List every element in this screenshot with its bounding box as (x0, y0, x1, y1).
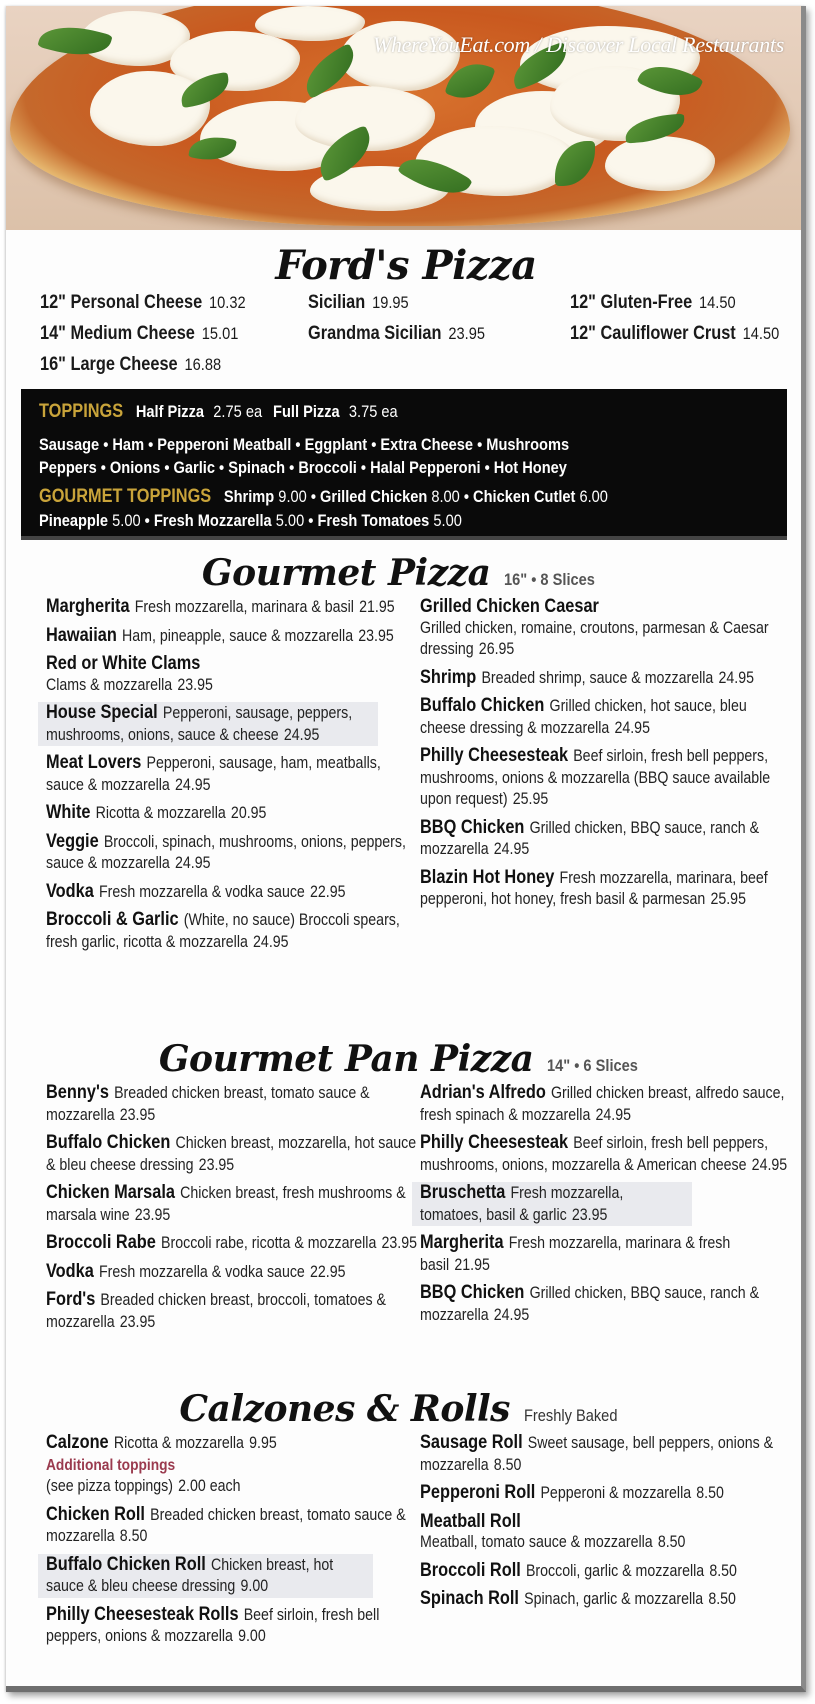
watermark-text: WhereYouEat.com / Discover Local Restaurants (372, 32, 784, 57)
menu-item-highlighted: Buffalo Chicken Roll Chicken breast, hot sauce & bleu cheese dressing 9.00 (38, 1554, 373, 1598)
gourmet-toppings-line-1: GOURMET TOPPINGS Shrimp 9.00 • Grilled Chicken 8.00 • Chicken Cutlet 6.00 (39, 486, 608, 507)
calzones-left-column (42, 1432, 422, 1654)
section-subtitle: 16" • 8 Slices (504, 570, 596, 589)
section-title: Gourmet Pizza (201, 552, 491, 594)
menu-item: Philly Cheesesteak Beef sirloin, fresh bell peppers, mushrooms, onions, mozzarella & American cheese 24.95 (420, 1132, 788, 1174)
calzones-right-column (416, 1432, 796, 1617)
menu-item: Margherita Fresh mozzarella, marinara & basil 21.95 (46, 596, 395, 617)
menu-item: Calzone Ricotta & mozzarella 9.95 Additional toppings (see pizza toppings) 2.00 each (42, 1432, 422, 1498)
section-header-pan-pizza (6, 1038, 806, 1080)
base-item: 12" Personal Cheese 10.32 (40, 292, 246, 313)
pan-pizza-right-column (416, 1082, 796, 1332)
menu-item: BBQ Chicken Grilled chicken, BBQ sauce, ranch & mozzarella 24.95 (420, 1282, 760, 1324)
section-title: Calzones & Rolls (179, 1388, 510, 1430)
menu-item: Veggie Broccoli, spinach, mushrooms, onions, peppers, sauce & mozzarella 24.95 (46, 830, 406, 872)
section-header-calzones-rolls (6, 1388, 806, 1430)
menu-item: Margherita Fresh mozzarella, marinara & fresh basil 21.95 (420, 1232, 731, 1274)
menu-item-highlighted: Bruschetta Fresh mozzarella, tomatoes, basil & garlic 23.95 (412, 1182, 692, 1226)
gourmet-toppings-line-2: Pineapple 5.00 • Fresh Mozzarella 5.00 • Fresh Tomatoes 5.00 (39, 511, 462, 530)
menu-item: Meat Lovers Pepperoni, sausage, ham, meatballs, sauce & mozzarella 24.95 (46, 752, 381, 794)
menu-item: Benny's Breaded chicken breast, tomato sauce & mozzarella 23.95 (46, 1082, 370, 1124)
hero-pizza-image (6, 6, 806, 230)
menu-item: Chicken Marsala Chicken breast, fresh mushrooms & marsala wine 23.95 (46, 1182, 406, 1224)
section-subtitle: Freshly Baked (523, 1406, 618, 1425)
base-item: 16" Large Cheese 16.88 (40, 354, 222, 375)
menu-page (6, 6, 806, 1692)
toppings-list-line-2: Peppers • Onions • Garlic • Spinach • Broccoli • Halal Pepperoni • Hot Honey (39, 458, 567, 477)
base-col-1 (40, 292, 279, 385)
base-item: 12" Cauliflower Crust 14.50 (570, 323, 780, 344)
menu-item: Red or White Clams Clams & mozzarella 23.95 (46, 653, 213, 694)
menu-item: Buffalo Chicken Chicken breast, mozzarella, hot sauce & bleu cheese dressing 23.95 (46, 1132, 417, 1174)
base-item: Sicilian 19.95 (308, 292, 409, 313)
gourmet-pizza-left-column (42, 596, 422, 959)
menu-item-highlighted: House Special Pepperoni, sausage, peppers, mushrooms, onions, sauce & cheese 24.95 (38, 702, 378, 746)
pan-pizza-left-column (42, 1082, 422, 1339)
toppings-box (21, 389, 787, 540)
section-subtitle: 14" • 6 Slices (547, 1056, 639, 1075)
base-item: 12" Gluten-Free 14.50 (570, 292, 736, 313)
menu-item: Grilled Chicken Caesar Grilled chicken, romaine, croutons, parmesan & Caesar dressing 26.95 (420, 596, 769, 658)
menu-item: Vodka Fresh mozzarella & vodka sauce 22.95 (46, 880, 346, 902)
menu-item: White Ricotta & mozzarella 20.95 (46, 802, 267, 823)
menu-item: Sausage Roll Sweet sausage, bell peppers, onions & mozzarella 8.50 (420, 1432, 774, 1474)
base-item: 14" Medium Cheese 15.01 (40, 323, 239, 344)
menu-item: Ford's Breaded chicken breast, broccoli, tomatoes & mozzarella 23.95 (46, 1289, 386, 1331)
menu-item: Broccoli Roll Broccoli, garlic & mozzarella 8.50 (420, 1559, 737, 1581)
menu-item: Blazin Hot Honey Fresh mozzarella, marinara, beef pepperoni, hot honey, fresh basil & parmesan 25.95 (420, 866, 768, 908)
menu-item: Broccoli Rabe Broccoli rabe, ricotta & mozzarella 23.95 (46, 1232, 418, 1253)
base-col-3 (570, 292, 806, 354)
menu-item: Hawaiian Ham, pineapple, sauce & mozzarella 23.95 (46, 624, 394, 646)
menu-item: Philly Cheesesteak Rolls Beef sirloin, fresh bell peppers, onions & mozzarella 9.00 (46, 1603, 380, 1645)
menu-item: Buffalo Chicken Grilled chicken, hot sauce, bleu cheese dressing & mozzarella 24.95 (420, 695, 747, 737)
section-header-gourmet-pizza (6, 552, 806, 594)
base-col-2 (308, 292, 514, 354)
menu-item: Pepperoni Roll Pepperoni & mozzarella 8.50 (420, 1482, 724, 1503)
gourmet-pizza-right-column (416, 596, 796, 917)
menu-item: Adrian's Alfredo Grilled chicken breast, alfredo sauce, fresh spinach & mozzarella 24.95 (420, 1082, 785, 1124)
menu-item: Meatball Roll Meatball, tomato sauce & mozzarella 8.50 (420, 1510, 686, 1551)
toppings-header: TOPPINGS Half Pizza 2.75 ea Full Pizza 3.75 ea (39, 401, 398, 422)
base-item: Grandma Sicilian 23.95 (308, 323, 485, 344)
section-title: Gourmet Pan Pizza (158, 1038, 534, 1080)
base-pizza-prices (40, 292, 806, 382)
menu-item: Vodka Fresh mozzarella & vodka sauce 22.95 (46, 1260, 346, 1282)
additional-toppings-label: Additional toppings (46, 1456, 176, 1474)
toppings-list-line-1: Sausage • Ham • Pepperoni Meatball • Eggplant • Extra Cheese • Mushrooms (39, 435, 570, 454)
menu-item: BBQ Chicken Grilled chicken, BBQ sauce, ranch & mozzarella 24.95 (420, 816, 760, 858)
menu-item: Shrimp Breaded shrimp, sauce & mozzarella 24.95 (420, 666, 755, 688)
menu-item: Broccoli & Garlic (White, no sauce) Broccoli spears, fresh garlic, ricotta & mozzarella 24.95 (46, 909, 400, 951)
menu-item: Spinach Roll Spinach, garlic & mozzarella 8.50 (420, 1588, 736, 1609)
menu-item: Chicken Roll Breaded chicken breast, tomato sauce & mozzarella 8.50 (46, 1503, 406, 1545)
restaurant-name: Ford's Pizza (275, 242, 537, 289)
menu-item: Philly Cheesesteak Beef sirloin, fresh bell peppers, mushrooms, onions & mozzarella (BBQ sauce available upon request) 25.95 (420, 745, 771, 808)
